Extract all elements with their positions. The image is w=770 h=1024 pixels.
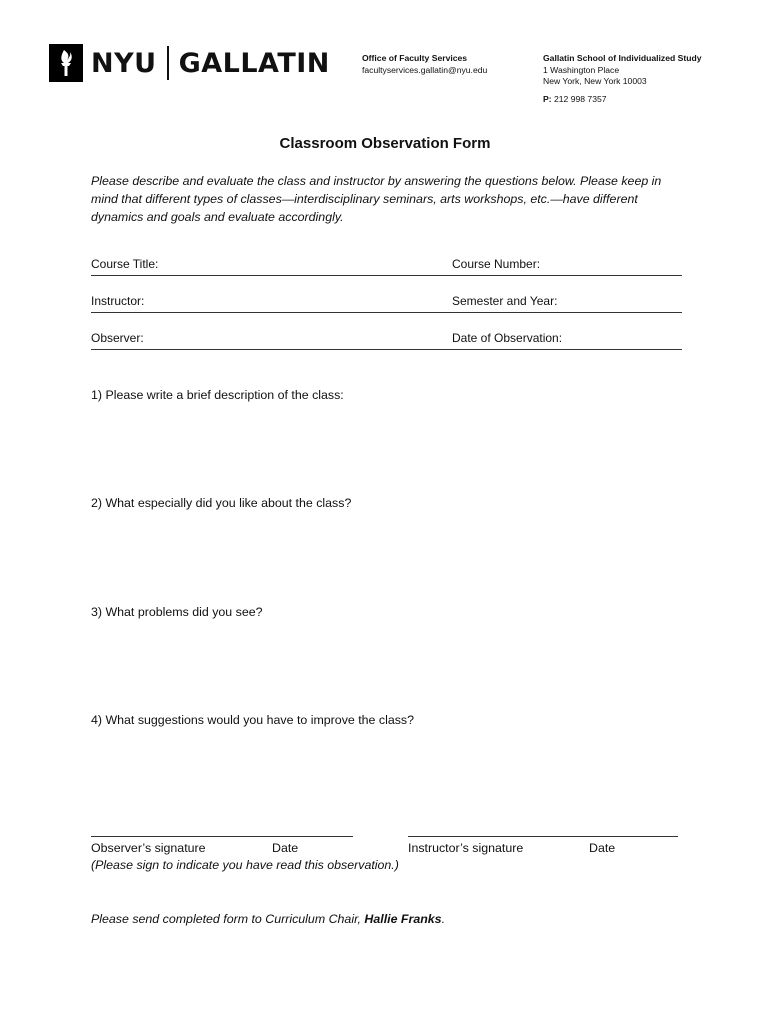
instructor-label: Instructor: <box>91 294 145 308</box>
instructor-signature-line[interactable] <box>408 836 678 837</box>
city-address: New York, New York 10003 <box>543 76 647 86</box>
instructor-date-label: Date <box>589 841 616 855</box>
phone-number: 212 998 7357 <box>553 93 607 104</box>
office-email[interactable]: facultyservices.gallatin@nyu.edu <box>362 64 488 75</box>
nyu-torch-icon <box>49 44 83 82</box>
field-row-observer[interactable] <box>91 329 682 350</box>
observer-signature-label: Observer’s signature <box>91 841 206 855</box>
logo-divider <box>167 46 169 80</box>
observer-label: Observer: <box>91 331 144 345</box>
field-row-instructor[interactable] <box>91 292 682 313</box>
footer-text: Please send completed form to Curriculum Chair, <box>91 912 361 926</box>
office-name: Office of Faculty Services <box>362 53 468 63</box>
semester-year-label: Semester and Year: <box>452 294 558 308</box>
form-title: Classroom Observation Form <box>279 135 491 152</box>
observation-date-label: Date of Observation: <box>452 331 563 345</box>
address-block <box>543 53 702 105</box>
signature-note: (Please sign to indicate you have read this observation.) <box>91 858 399 872</box>
nyu-gallatin-logo <box>49 44 330 82</box>
school-name: Gallatin School of Individualized Study <box>543 53 702 63</box>
field-row-course[interactable] <box>91 255 682 276</box>
course-number-label: Course Number: <box>452 257 541 271</box>
question-3: 3) What problems did you see? <box>91 605 263 619</box>
course-title-label: Course Title: <box>91 257 159 271</box>
observer-signature-line[interactable] <box>91 836 353 837</box>
logo-nyu-text: NYU <box>91 47 157 79</box>
phone-label: P: <box>543 93 552 104</box>
question-2: 2) What especially did you like about the class? <box>91 496 352 510</box>
curriculum-chair-name: Hallie Franks <box>364 912 442 926</box>
street-address: 1 Washington Place <box>543 64 620 75</box>
observer-date-label: Date <box>272 841 299 855</box>
logo-gallatin-text: GALLATIN <box>178 47 330 79</box>
question-4: 4) What suggestions would you have to improve the class? <box>91 713 415 727</box>
instructor-signature-label: Instructor’s signature <box>408 841 524 855</box>
form-intro: Please describe and evaluate the class and instructor by answering the questions below. Please keep in mind that different types of classes—interdisciplinary seminars, arts workshops, etc.—have different dynamics and goals and evaluate accordingly. <box>91 174 662 224</box>
question-1: 1) Please write a brief description of the class: <box>91 388 344 402</box>
footer-instruction <box>91 912 445 926</box>
office-block <box>362 53 487 76</box>
footer-period: . <box>441 912 446 926</box>
